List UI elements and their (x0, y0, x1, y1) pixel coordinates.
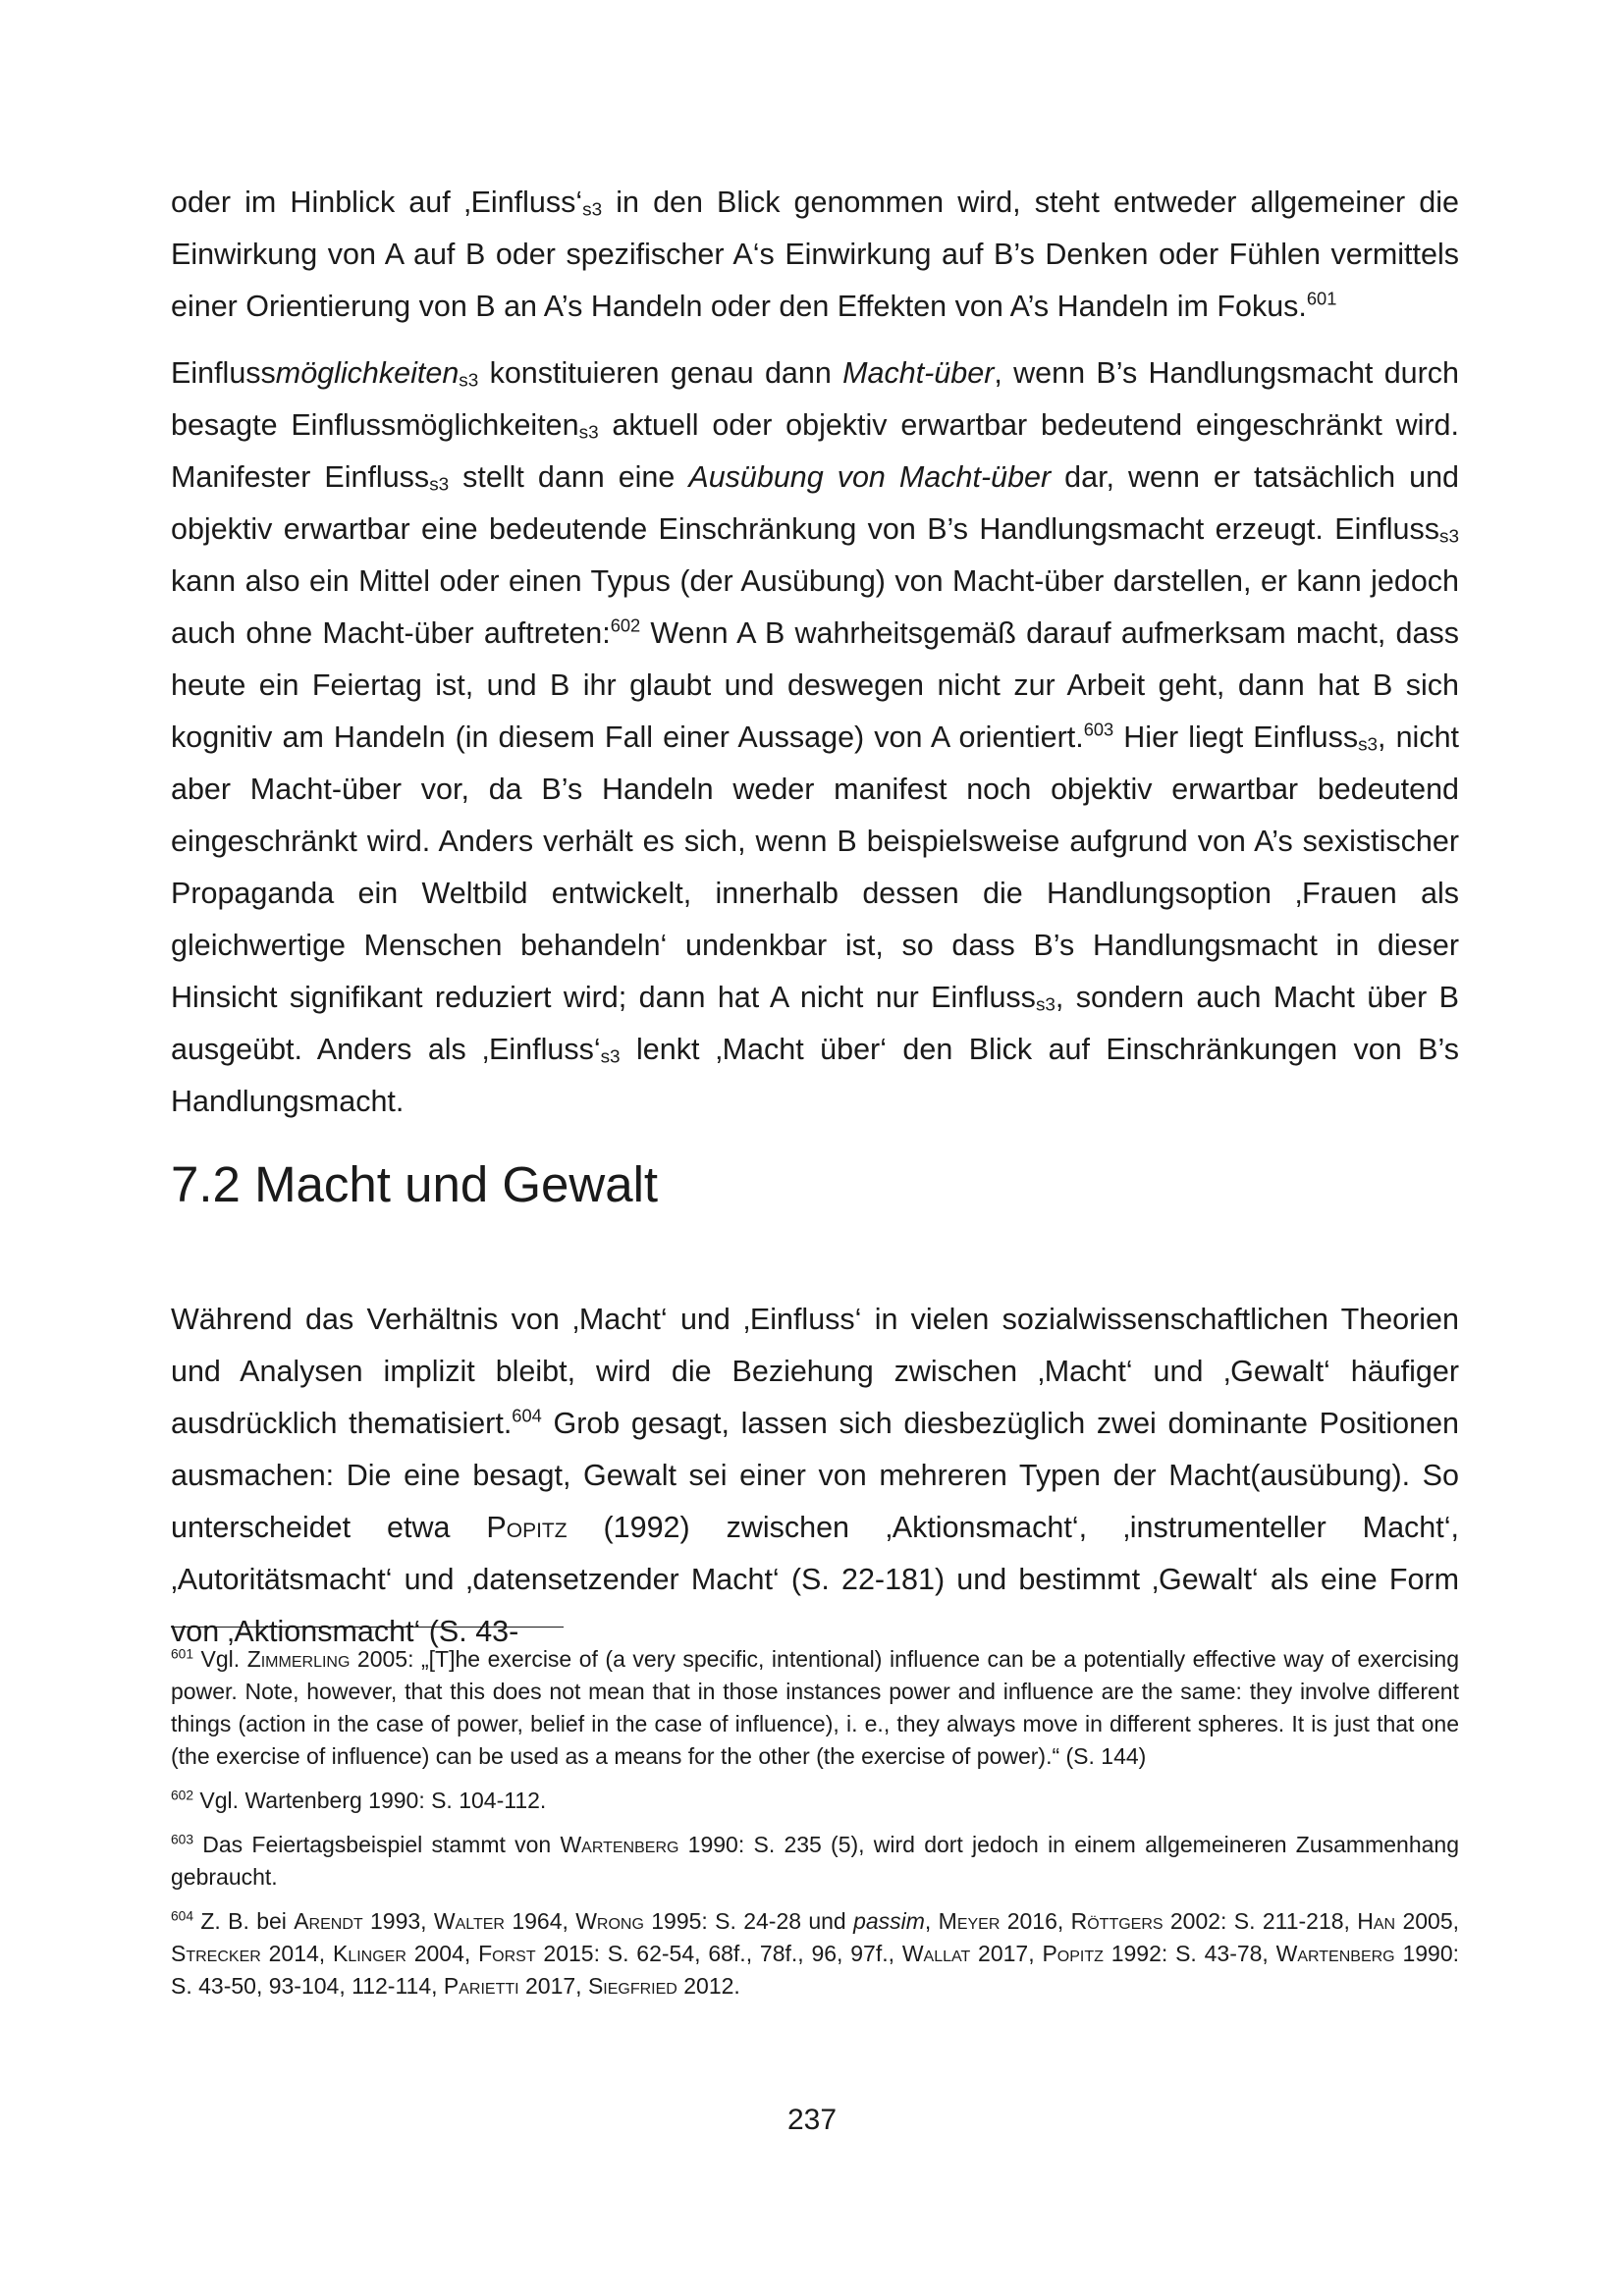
footnote-ref-603[interactable]: 603 (1083, 719, 1114, 740)
text-run: , sondern auch Macht über B ausgeübt. Anders als ‚Einfluss‘ (171, 981, 1459, 1066)
subscript: s3 (600, 1046, 621, 1068)
text-run: kann also ein Mittel oder einen Typus (der Ausübung) von Macht-über darstellen, er kann jedoch auch ohne Macht-über auftreten: (171, 564, 1459, 650)
text-run: oder im Hinblick auf ‚Einfluss‘ (171, 186, 583, 219)
text-run: 1995: S. 24-28 und (643, 1908, 854, 1934)
text-run: 2017, (970, 1941, 1043, 1966)
footnote-number: 601 (171, 1646, 194, 1662)
footnote-number: 603 (171, 1832, 194, 1847)
text-run: , (924, 1908, 939, 1934)
section-heading: 7.2 Macht und Gewalt (171, 1156, 659, 1212)
paragraph-macht-gewalt (171, 1294, 1459, 1658)
author-name: Zimmerling (246, 1646, 351, 1672)
paragraph-text (171, 177, 1459, 333)
author-name: Wartenberg (560, 1832, 679, 1857)
author-name: Popitz (486, 1511, 568, 1544)
text-run: 2014, (260, 1941, 333, 1966)
author-name: Forst (478, 1941, 536, 1966)
text-run: dar, wenn er tatsächlich und objektiv erwartbar eine bedeutende Einschränkung von B’s Handlungsmacht erzeugt. Einfluss (171, 460, 1460, 546)
emphasis: Macht-über (842, 356, 995, 390)
text-run: stellt dann eine (449, 460, 689, 494)
emphasis: möglichkeiten (275, 356, 460, 390)
paragraph-text (171, 347, 1459, 1128)
text-run: konstituieren genau dann (478, 356, 843, 390)
author-name: Walter (433, 1908, 505, 1934)
footnote-number: 604 (171, 1908, 194, 1924)
footnote-number: 602 (171, 1788, 194, 1803)
text-run: 2015: S. 62-54, 68f., 78f., 96, 97f., (535, 1941, 902, 1966)
footnote-603 (171, 1829, 1459, 1894)
author-name: Wartenberg (1275, 1941, 1395, 1966)
text-run: 1993, (362, 1908, 434, 1934)
author-name: Arendt (294, 1908, 363, 1934)
text-run: 2004, (406, 1941, 479, 1966)
text-run: , wenn B’s Handlungsmacht durch besagte Einflussmöglichkeiten (171, 356, 1459, 442)
text-run: , nicht aber Macht-über vor, da B’s Handeln weder manifest noch objektiv erwartbar bedeutend eingeschränkt wird. Anders verhält es sich, wenn B beispielsweise aufgrund von A’s sexistischer Propaganda ein Weltbild entwickelt, innerhalb dessen die Handlungsoption ‚Frauen als gleichwertige Menschen behandeln‘ undenkbar ist, so dass B’s Handlungsmacht in dieser Hinsicht signifikant reduziert wird; dann hat A nicht nur Einfluss (171, 721, 1460, 1014)
text-run: 2002: S. 211-218, (1163, 1908, 1358, 1934)
text-run: Das Feiertagsbeispiel stammt von (193, 1832, 561, 1857)
paragraph-text (171, 1294, 1459, 1658)
footnote-ref-604[interactable]: 604 (512, 1405, 542, 1426)
text-run: Wenn A B wahrheitsgemäß darauf aufmerksam macht, dass heute ein Feiertag ist, und B ihr glaubt und deswegen nicht zur Arbeit geht, dann hat B sich kognitiv am Handeln (in diesem Fall einer Aussage) von A orientiert. (171, 616, 1459, 754)
author-name: Klinger (332, 1941, 406, 1966)
subscript: s3 (1035, 994, 1056, 1016)
subscript: s3 (429, 474, 450, 496)
text-run: 2005, (1395, 1908, 1459, 1934)
emphasis: Ausübung von Macht-über (688, 460, 1052, 494)
text-run: 1992: S. 43-78, (1103, 1941, 1276, 1966)
text-run: (1992) zwischen ‚Aktionsmacht‘, ‚instrumenteller Macht‘, ‚Autoritätsmacht‘ und ‚datensetzender Macht‘ (S. 22-181) und bestimmt ‚Gewalt‘ als eine Form von ‚Aktionsmacht‘ (S. 43- (171, 1511, 1459, 1648)
text-run: Hier liegt Einfluss (1113, 721, 1359, 754)
author-name: Parietti (443, 1973, 519, 1999)
subscript: s3 (578, 422, 599, 444)
text-run: Einfluss (171, 356, 276, 390)
paragraph-macht-ueber (171, 347, 1459, 1128)
author-name: Strecker (171, 1941, 261, 1966)
text-run: 1990: S. 43-50, 93-104, 112-114, (171, 1941, 1460, 1999)
text-run: aktuell oder objektiv erwartbar bedeutend eingeschränkt wird. Manifester Einfluss (171, 408, 1459, 494)
text-run: lenkt ‚Macht über‘ den Blick auf Einschränkungen von B’s Handlungsmacht. (171, 1033, 1459, 1118)
text-run: 1990: S. 235 (5), wird dort jedoch in einem allgemeineren Zusammenhang gebraucht. (171, 1832, 1459, 1890)
text-run: Während das Verhältnis von ‚Macht‘ und ‚Einfluss‘ in vielen sozialwissenschaftlichen Theorien und Analysen implizit bleibt, wird die Beziehung zwischen ‚Macht‘ und ‚Gewalt‘ häufiger ausdrücklich thematisiert. (171, 1303, 1459, 1440)
text-run: Vgl. Wartenberg 1990: S. 104-112. (193, 1788, 547, 1813)
paragraph-continuation (171, 177, 1459, 333)
footnotes (171, 1643, 1459, 2014)
author-name: Han (1357, 1908, 1396, 1934)
footnote-601 (171, 1643, 1459, 1773)
author-name: Popitz (1042, 1941, 1104, 1966)
text-run: Vgl. (193, 1646, 247, 1672)
footnote-ref-602[interactable]: 602 (610, 614, 641, 636)
footnote-604 (171, 1905, 1459, 2002)
author-name: Wrong (575, 1908, 644, 1934)
subscript: s3 (582, 199, 603, 221)
subscript: s3 (1439, 526, 1459, 548)
author-name: Siegfried (587, 1973, 677, 1999)
page-number: 237 (786, 2104, 838, 2136)
author-name: Wallat (901, 1941, 971, 1966)
author-name: Meyer (938, 1908, 1001, 1934)
text-run: Grob gesagt, lassen sich diesbezüglich zwei dominante Positionen ausmachen: Die eine besagt, Gewalt sei einer von mehreren Typen der Macht(ausübung). So unterscheidet etwa (171, 1407, 1460, 1544)
footnote-602 (171, 1785, 1459, 1817)
text-run: 2017, (518, 1973, 588, 1999)
text-run: 1964, (504, 1908, 576, 1934)
text-run: Z. B. bei (193, 1908, 295, 1934)
subscript: s3 (459, 370, 479, 392)
text-run: 2016, (1000, 1908, 1071, 1934)
emphasis: passim (853, 1908, 925, 1934)
text-run: in den Blick genommen wird, steht entweder allgemeiner die Einwirkung von A auf B oder spezifischer A‘s Einwirkung auf B’s Denken oder Fühlen vermittels einer Orientierung von B an A’s Handeln oder den Effekten von A’s Handeln im Fokus. (171, 186, 1459, 323)
text-run: 2012. (677, 1973, 740, 1999)
author-name: Röttgers (1070, 1908, 1164, 1934)
text-run: 2005: „[T]he exercise of (a very specific, intentional) influence can be a potentially effective way of exercising power. Note, however, that this does not mean that in those instances power and influence are the same: they involve different things (action in the case of power, belief in the case of influence), i. e., they always move in different spheres. It is just that one (the exercise of influence) can be used as a means for the other (the exercise of power).“ (S. 144) (171, 1646, 1459, 1769)
subscript: s3 (1358, 734, 1379, 756)
footnote-ref-601[interactable]: 601 (1306, 288, 1337, 309)
footnote-separator (171, 1627, 564, 1628)
